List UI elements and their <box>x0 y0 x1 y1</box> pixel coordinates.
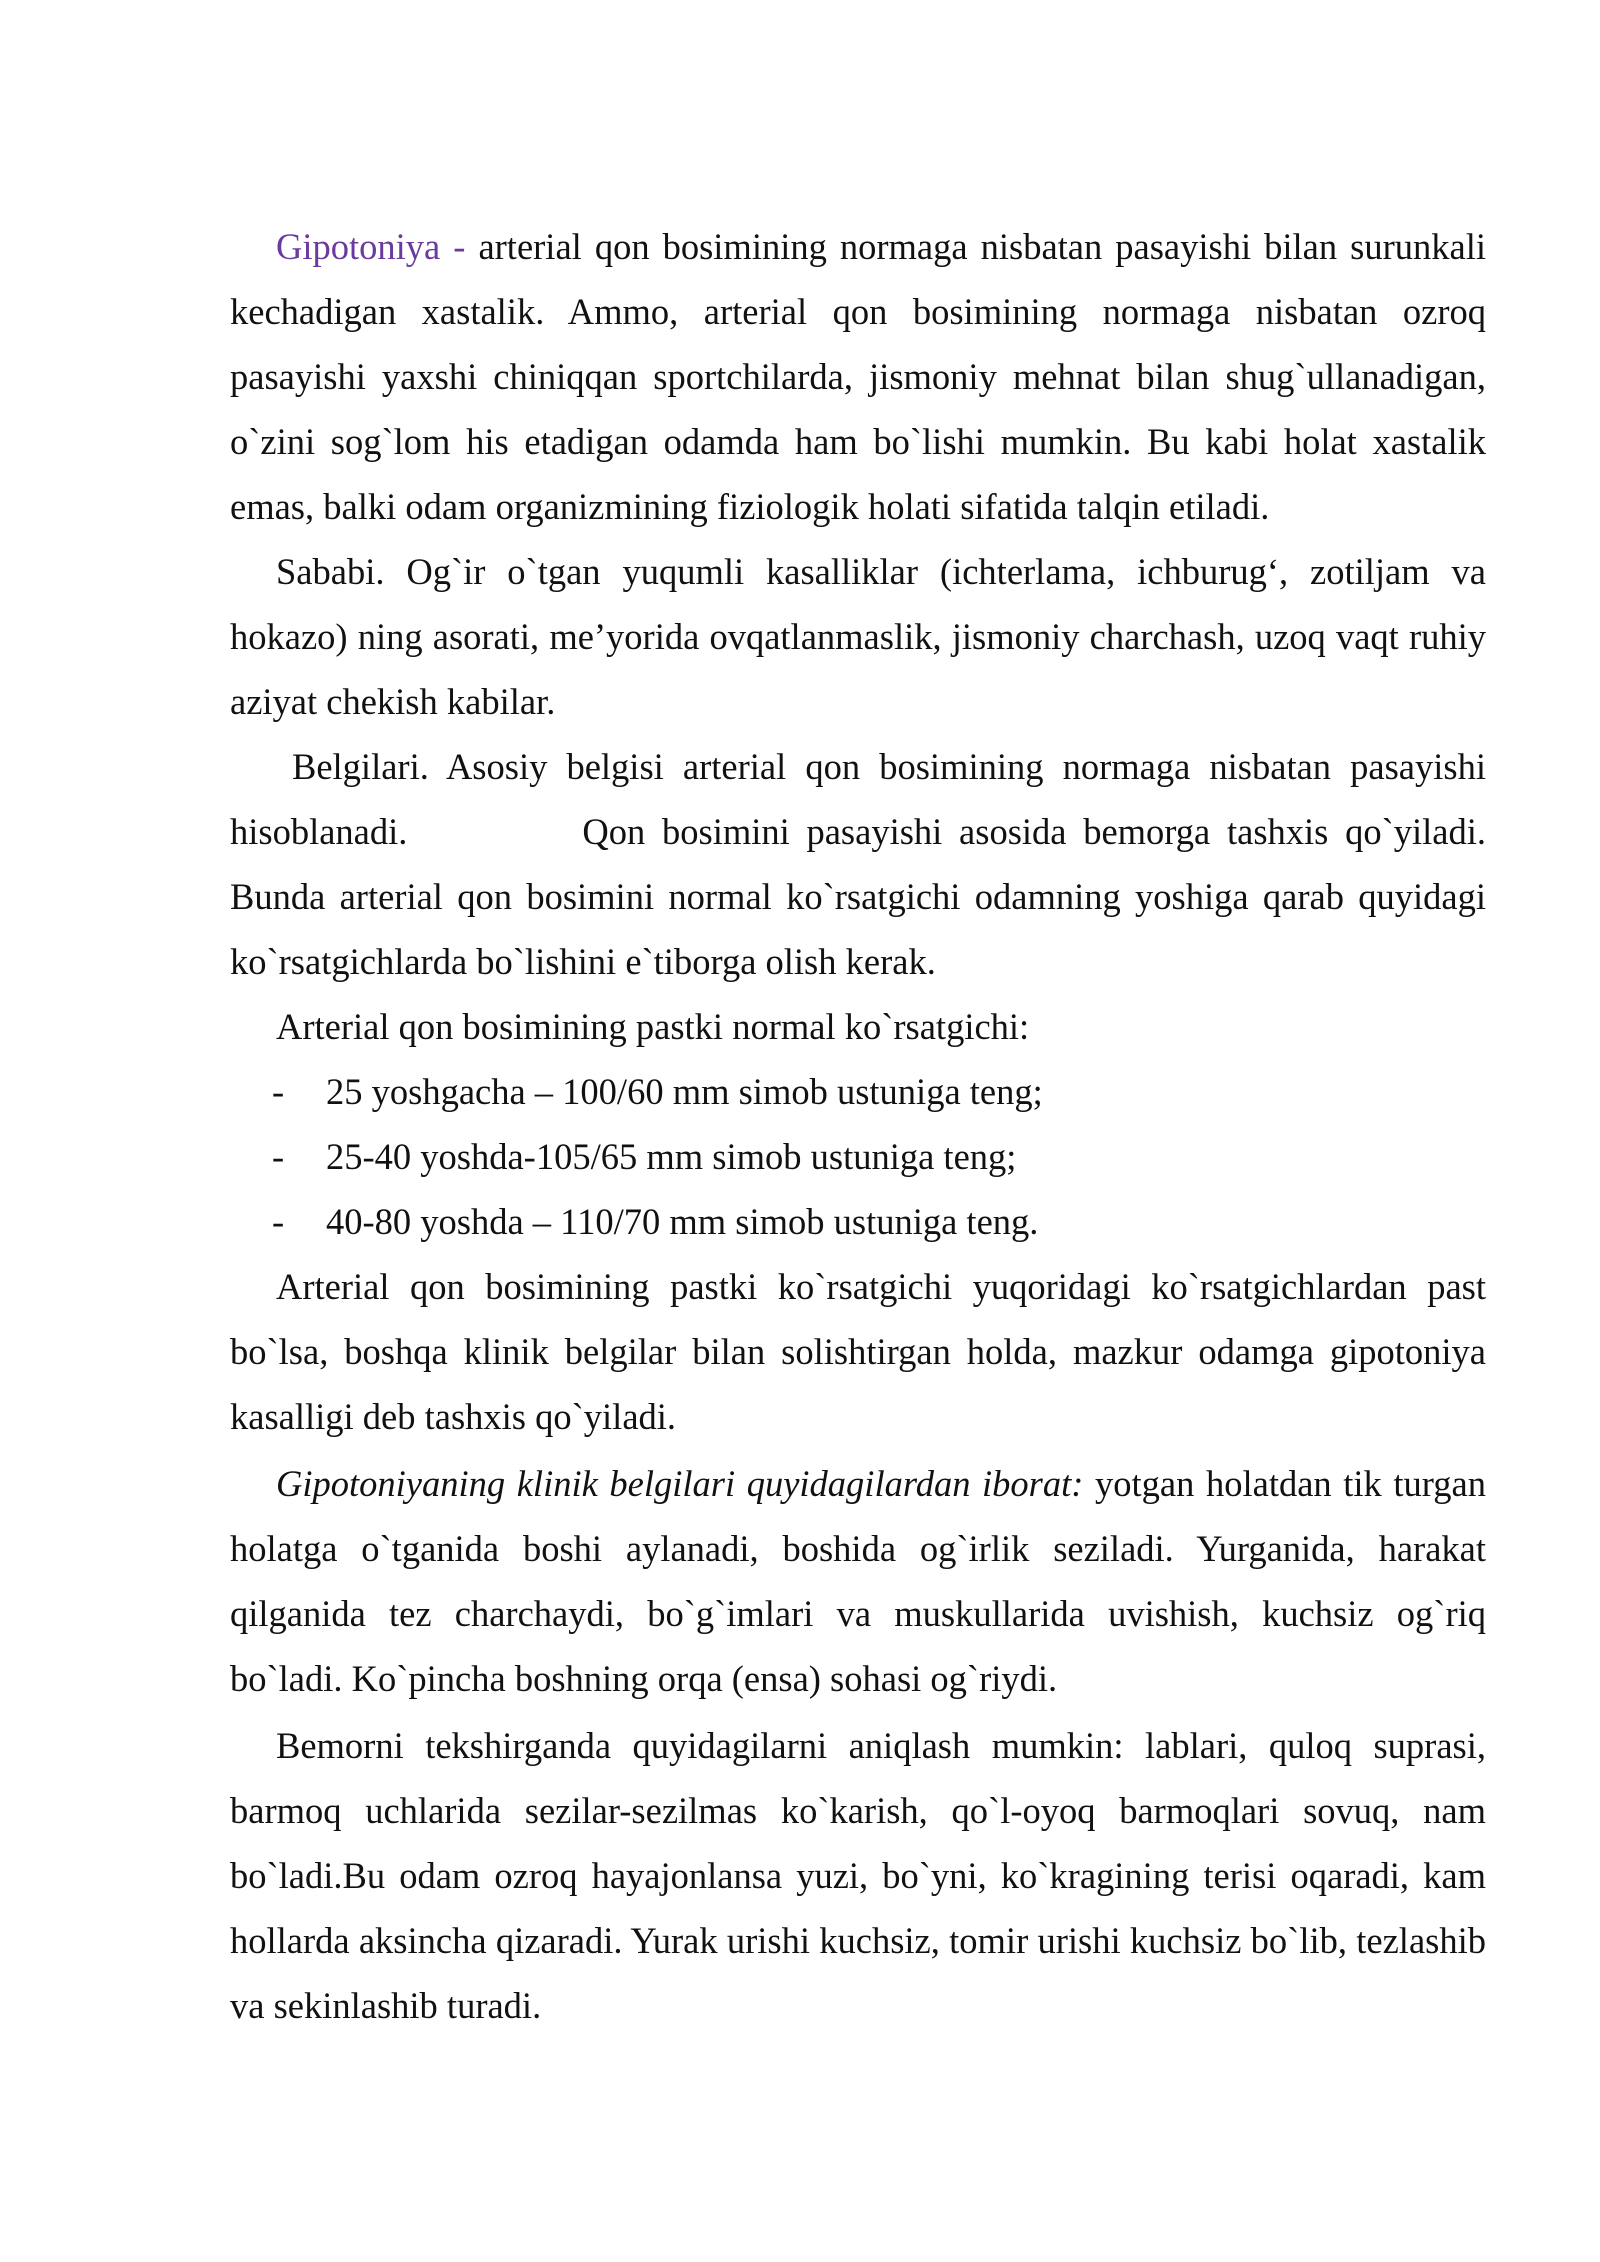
list-item-text: 25 yoshgacha – 100/60 mm simob ustuniga teng; <box>326 1071 1043 1112</box>
norm-list <box>230 1059 1486 1254</box>
clinical-signs-text: yotgan holatdan tik turgan holatga o`tganida boshi aylanadi, boshida og`irlik seziladi. Yurganida, harakat qilganida tez charchaydi, bo`g`imlari va muskullarida uvishish, kuchsiz og`riq bo`ladi. Ko`pincha boshning orqa (ensa) sohasi og`riydi. <box>230 1463 1486 1699</box>
list-item-text: 25-40 yoshda-105/65 mm simob ustuniga teng; <box>326 1136 1017 1177</box>
list-dash: - <box>272 1071 285 1112</box>
paragraph-clinical-signs <box>230 1451 1486 1711</box>
clinical-signs-heading: Gipotoniyaning klinik belgilari quyidagilardan iborat: <box>276 1463 1084 1504</box>
list-dash: - <box>272 1136 285 1177</box>
symptoms-text-part1: Belgilari. Asosiy belgisi arterial qon bosimining normaga nisbatan pasayishi hisoblanadi. <box>230 746 1486 852</box>
list-item-text: 40-80 yoshda – 110/70 mm simob ustuniga teng. <box>326 1201 1039 1242</box>
paragraph-diagnosis: Arterial qon bosimining pastki ko`rsatgichi yuqoridagi ko`rsatgichlardan past bo`lsa, boshqa klinik belgilar bilan solishtirgan holda, mazkur odamga gipotoniya kasalligi deb tashxis qo`yiladi. <box>230 1266 1486 1437</box>
list-item <box>230 1189 1486 1254</box>
term-dash: - <box>440 226 479 267</box>
symptoms-text-part2: Qon bosimini pasayishi asosida bemorga tashxis qo`yiladi. Bunda arterial qon bosimini normal ko`rsatgichi odamning yoshiga qarab quyidagi ko`rsatgichlarda bo`lishini e`tiborga olish kerak. <box>230 811 1486 982</box>
list-dash: - <box>272 1201 285 1242</box>
paragraph-norm-heading: Arterial qon bosimining pastki normal ko`rsatgichi: <box>276 1006 1030 1047</box>
definition-text: arterial qon bosimining normaga nisbatan pasayishi bilan surunkali kechadigan xastalik. Ammo, arterial qon bosimining normaga nisbatan ozroq pasayishi yaxshi chiniqqan sportchilarda, jismoniy mehnat bilan shug`ullanadigan, o`zini sog`lom his etadigan odamda ham bo`lishi mumkin. Bu kabi holat xastalik emas, balki odam organizmining fiziologik holati sifatida talqin etiladi. <box>230 226 1486 527</box>
paragraph-definition <box>230 214 1486 539</box>
paragraph-symptoms <box>230 734 1486 994</box>
paragraph-causes: Sababi. Og`ir o`tgan yuqumli kasalliklar (ichterlama, ichburug‘, zotiljam va hokazo) ning asorati, me’yorida ovqatlanmaslik, jismoniy charchash, uzoq vaqt ruhiy aziyat chekish kabilar. <box>230 551 1486 722</box>
list-item <box>230 1059 1486 1124</box>
term-gipotoniya: Gipotoniya <box>276 226 441 267</box>
document-page <box>230 214 1486 2038</box>
list-item <box>230 1124 1486 1189</box>
paragraph-examination: Bemorni tekshirganda quyidagilarni aniqlash mumkin: lablari, quloq suprasi, barmoq uchlarida sezilar-sezilmas ko`karish, qo`l-oyoq barmoqlari sovuq, nam bo`ladi.Bu odam ozroq hayajonlansa yuzi, bo`yni, ko`kragining terisi oqaradi, kam hollarda aksincha qizaradi. Yurak urishi kuchsiz, tomir urishi kuchsiz bo`lib, tezlashib va sekinlashib turadi. <box>230 1725 1486 2026</box>
